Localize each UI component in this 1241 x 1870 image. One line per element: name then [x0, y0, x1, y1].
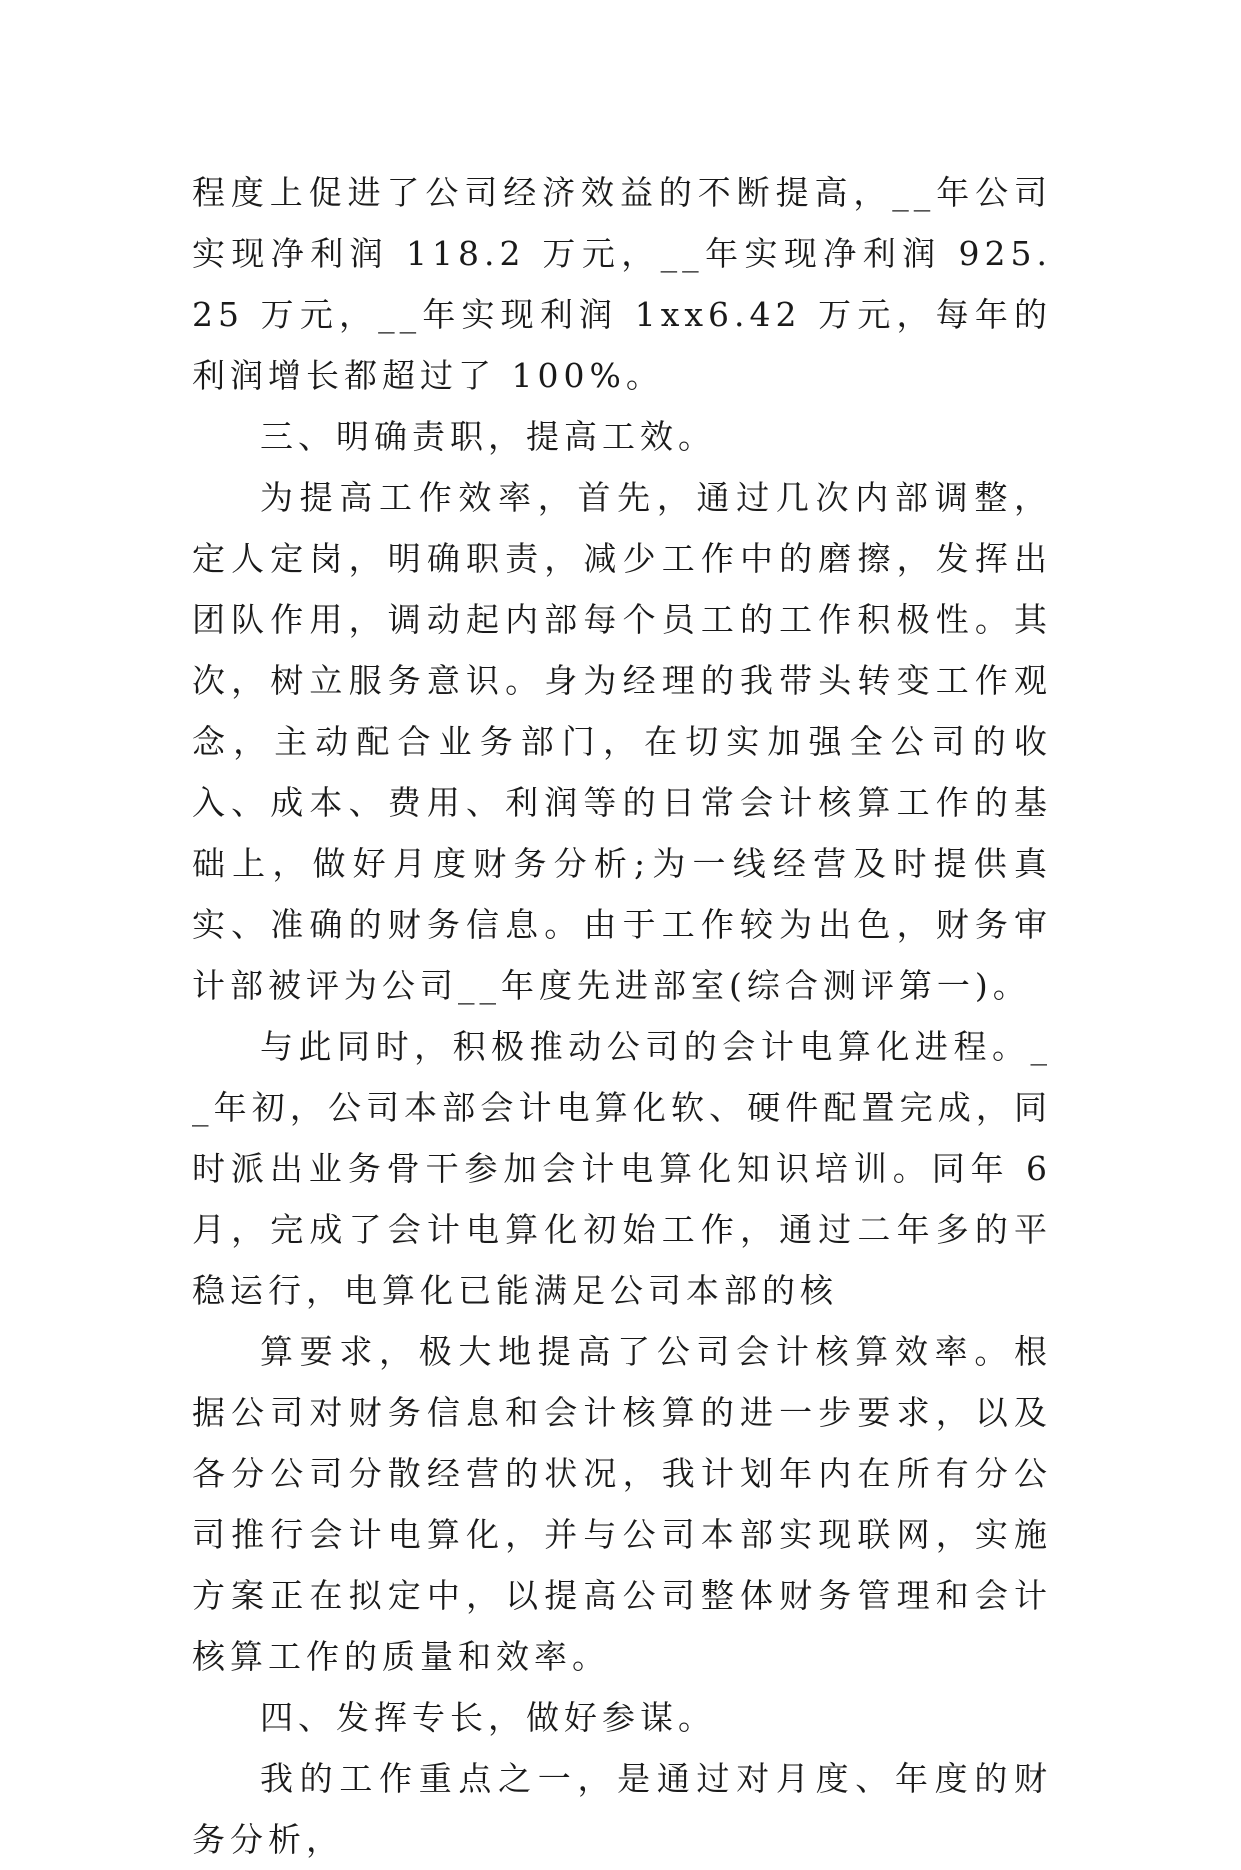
paragraph-profit-summary: 程度上促进了公司经济效益的不断提高，__年公司实现净利润 118.2 万元，__年实现净利润 925.25 万元，__年实现利润 1xx6.42 万元，每年的利润增长都超过了 100%。 — [192, 173, 1052, 395]
paragraph-efficiency: 为提高工作效率，首先，通过几次内部调整，定人定岗，明确职责，减少工作中的磨擦，发挥出团队作用，调动起内部每个员工的工作积极性。其次，树立服务意识。身为经理的我带头转变工作观念，主动配合业务部门，在切实加强全公司的收入、成本、费用、利润等的日常会计核算工作的基础上，做好月度财务分析;为一线经营及时提供真实、准确的财务信息。由于工作较为出色，财务审计部被评为公司__年度先进部室(综合测评第一)。 — [192, 478, 1052, 1005]
paragraph-computerization: 与此同时，积极推动公司的会计电算化进程。__年初，公司本部会计电算化软、硬件配置完成，同时派出业务骨干参加会计电算化知识培训。同年 6 月，完成了会计电算化初始工作，通过二年多的平稳运行，电算化已能满足公司本部的核 — [192, 1027, 1052, 1310]
section-heading-4: 四、发挥专长，做好参谋。 — [260, 1698, 716, 1737]
paragraph-financial-analysis: 我的工作重点之一，是通过对月度、年度的财务分析， — [192, 1759, 1052, 1859]
paragraph-accounting-plan: 算要求，极大地提高了公司会计核算效率。根据公司对财务信息和会计核算的进一步要求，以及各分公司分散经营的状况，我计划年内在所有分公司推行会计电算化，并与公司本部实现联网，实施方案正在拟定中，以提高公司整体财务管理和会计核算工作的质量和效率。 — [192, 1332, 1052, 1676]
document-body — [192, 162, 1052, 1870]
section-heading-3: 三、明确责职，提高工效。 — [260, 417, 716, 456]
